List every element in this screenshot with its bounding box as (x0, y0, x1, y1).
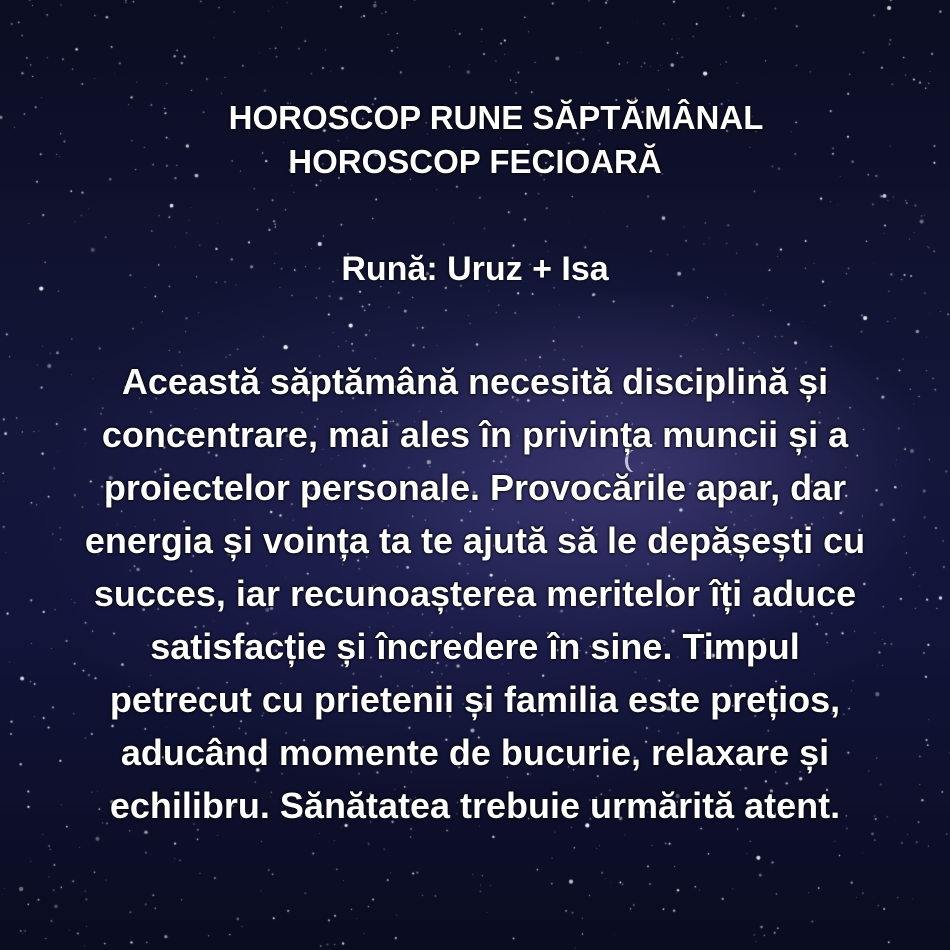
text-line: echilibru. Sănătatea trebuie urmărită atent. (109, 785, 841, 826)
text-line: aducând momente de bucurie, relaxare și (120, 732, 830, 773)
text-line: Această săptămână necesită disciplină și (121, 361, 829, 402)
text-line: petrecut cu prietenii și familia este prețios, (109, 679, 841, 720)
text-line: energia și voința ta te ajută să le depășești cu (84, 520, 866, 561)
page-subtitle: HOROSCOP FECIOARĂ (288, 143, 662, 180)
text-line: concentrare, mai ales în privința muncii și a (101, 414, 849, 455)
text-line: satisfacție și încredere în sine. Timpul (150, 626, 800, 667)
text-line: proiectelor personale. Provocările apar, dar (103, 467, 847, 508)
text-line: succes, iar recunoașterea meritelor îți aduce (93, 573, 857, 614)
horoscope-text (0, 355, 950, 832)
page-title: HOROSCOP RUNE SĂPTĂMÂNAL (228, 99, 764, 136)
rune-label: Rună: Uruz + Isa (341, 250, 609, 288)
